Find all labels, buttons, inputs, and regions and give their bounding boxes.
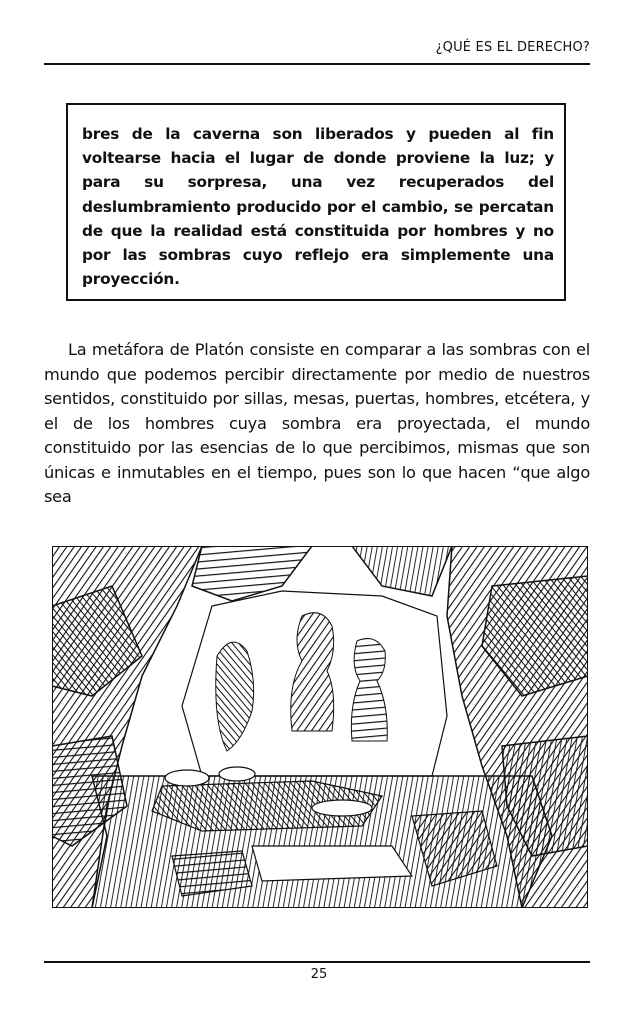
header-rule (44, 63, 590, 65)
page-number: 25 (310, 967, 328, 982)
body-paragraph: La metáfora de Platón consiste en comparar a las sombras con el mundo que podemos percibir directamente por medio de nuestros sentidos, constituido por sillas, mesas, puertas, hombres, etcétera, y el de los hombres cuya sombra era proyectada, el mundo constituido por las esencias de lo que percibimos, mismas que son únicas e inmutables en el tiempo, pues son lo que hacen “que algo sea (44, 340, 590, 506)
footer-rule (44, 961, 590, 963)
cave-illustration (52, 546, 588, 908)
boxed-quote: bres de la caverna son liberados y pueden al fin voltearse hacia el lugar de donde proviene la luz; y para su sorpresa, una vez recuperados del deslumbramiento producido por el cambio, se percatan de que la realidad está constituida por hombres y no por las sombras cuyo reflejo era simplemente una proyección. (66, 103, 566, 301)
running-header: ¿QUÉ ES EL DERECHO? (435, 40, 590, 55)
